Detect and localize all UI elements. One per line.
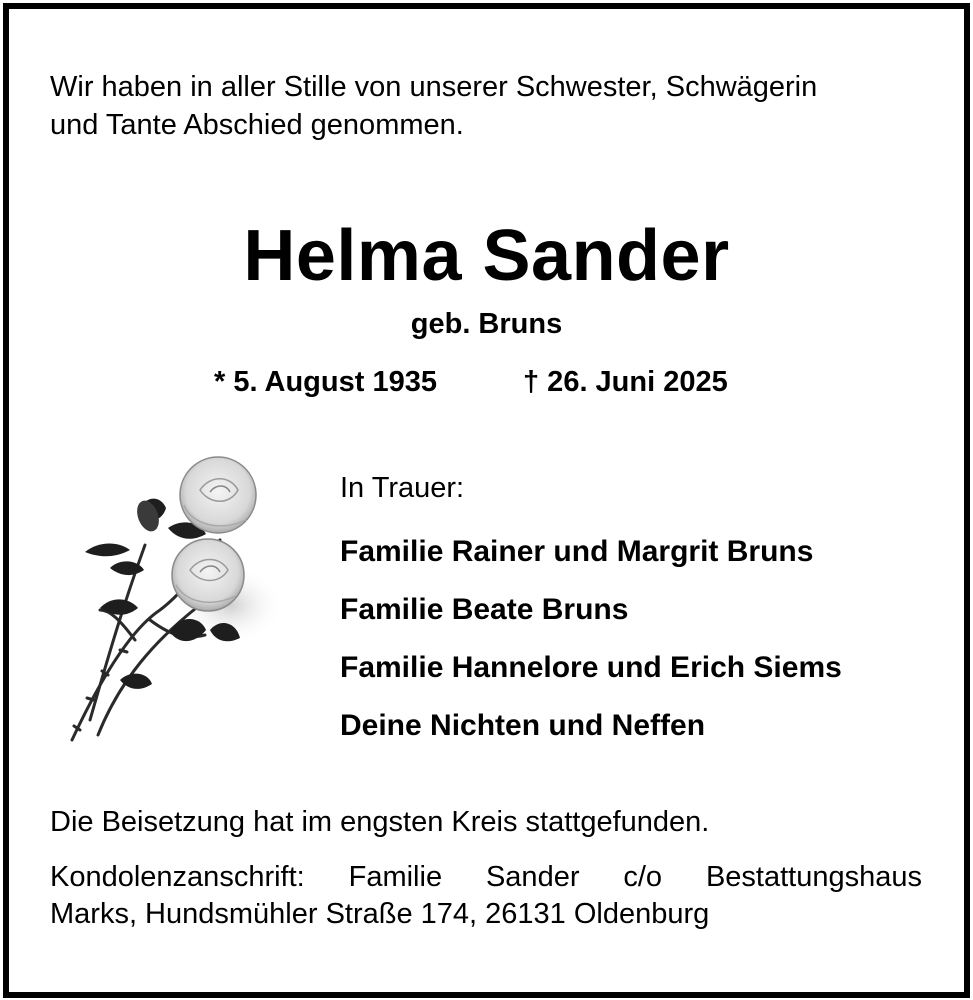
burial-note: Die Beisetzung hat im engsten Kreis stattgefunden. bbox=[50, 806, 710, 838]
address-line-1: Kondolenzanschrift: Familie Sander c/o Bestattungshaus bbox=[50, 861, 922, 893]
intro-line-2: und Tante Abschied genommen. bbox=[50, 109, 464, 141]
deceased-name: Helma Sander bbox=[243, 216, 730, 296]
birth-date: * 5. August 1935 bbox=[214, 366, 437, 398]
address-line-2: Marks, Hundsmühler Straße 174, 26131 Oldenburg bbox=[50, 898, 710, 930]
list-item: Deine Nichten und Neffen bbox=[340, 709, 706, 742]
list-item: Familie Beate Bruns bbox=[340, 593, 629, 626]
condolence-address bbox=[50, 859, 922, 933]
mourning-label: In Trauer: bbox=[340, 472, 465, 504]
intro-line-1: Wir haben in aller Stille von unserer Schwester, Schwägerin bbox=[50, 71, 818, 103]
rose-icon bbox=[60, 450, 300, 750]
list-item: Familie Rainer und Margrit Bruns bbox=[340, 535, 814, 568]
intro-text bbox=[50, 68, 930, 144]
birth-name: geb. Bruns bbox=[410, 308, 563, 340]
mourners-list bbox=[340, 523, 842, 755]
death-date: † 26. Juni 2025 bbox=[523, 366, 728, 398]
list-item: Familie Hannelore und Erich Siems bbox=[340, 651, 842, 684]
